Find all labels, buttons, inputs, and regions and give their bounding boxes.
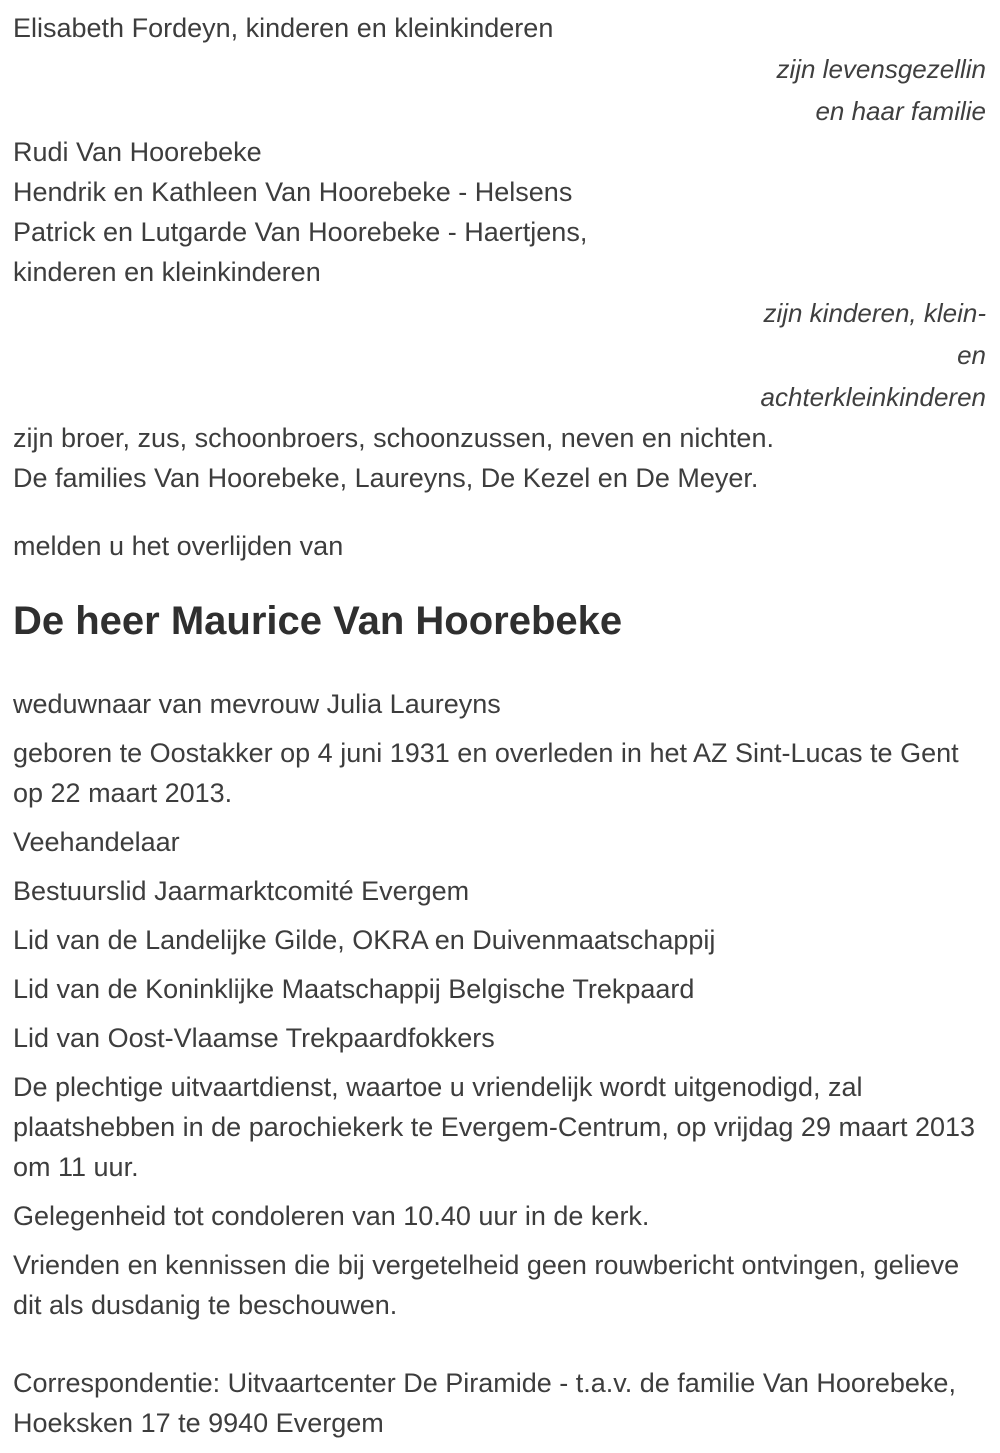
relation-partner-block xyxy=(13,48,986,132)
relation-partner-line-1: zijn levensgezellin xyxy=(776,54,986,84)
detail-widower: weduwnaar van mevrouw Julia Laureyns xyxy=(13,689,501,719)
children-line-3: Patrick en Lutgarde Van Hoorebeke - Haertjens, xyxy=(13,217,588,247)
deceased-name: De heer Maurice Van Hoorebeke xyxy=(13,599,623,643)
relation-children-line-2: en xyxy=(957,340,986,370)
detail-born-died: geboren te Oostakker op 4 juni 1931 en overleden in het AZ Sint-Lucas te Gent op 22 maart 2013. xyxy=(13,738,959,808)
relation-children-block xyxy=(13,292,986,418)
children-line-2: Hendrik en Kathleen Van Hoorebeke - Helsens xyxy=(13,177,573,207)
detail-funeral-service: De plechtige uitvaartdienst, waartoe u vriendelijk wordt uitgenodigd, zal plaatshebben in de parochiekerk te Evergem-Centrum, op vrijdag 29 maart 2013 om 11 uur. xyxy=(13,1072,976,1182)
detail-membership-3: Lid van Oost-Vlaamse Trekpaardfokkers xyxy=(13,1023,495,1053)
family-line-2: De families Van Hoorebeke, Laureyns, De Kezel en De Meyer. xyxy=(13,463,759,493)
relation-children-line-1: zijn kinderen, klein- xyxy=(763,298,986,328)
relation-children-line-3: achterkleinkinderen xyxy=(760,382,986,412)
detail-membership-1: Lid van de Landelijke Gilde, OKRA en Duivenmaatschappij xyxy=(13,925,716,955)
detail-membership-2: Lid van de Koninklijke Maatschappij Belgische Trekpaard xyxy=(13,974,695,1004)
children-block xyxy=(13,132,986,292)
detail-friends-notice: Vrienden en kennissen die bij vergetelheid geen rouwbericht ontvingen, gelieve dit als dusdanig te beschouwen. xyxy=(13,1250,960,1320)
detail-occupation: Veehandelaar xyxy=(13,827,180,857)
details-block xyxy=(13,684,986,1325)
announcement-line: melden u het overlijden van xyxy=(13,531,344,561)
relation-partner-line-2: en haar familie xyxy=(815,96,986,126)
family-line-1: zijn broer, zus, schoonbroers, schoonzussen, neven en nichten. xyxy=(13,423,774,453)
detail-condolences: Gelegenheid tot condoleren van 10.40 uur in de kerk. xyxy=(13,1201,650,1231)
children-line-1: Rudi Van Hoorebeke xyxy=(13,137,262,167)
detail-board-member: Bestuurslid Jaarmarktcomité Evergem xyxy=(13,876,470,906)
correspondence-line: Correspondentie: Uitvaartcenter De Piramide - t.a.v. de familie Van Hoorebeke, Hoeksken 17 te 9940 Evergem xyxy=(13,1368,956,1438)
partner-line: Elisabeth Fordeyn, kinderen en kleinkinderen xyxy=(13,13,554,43)
family-block xyxy=(13,418,986,498)
children-line-4: kinderen en kleinkinderen xyxy=(13,257,321,287)
